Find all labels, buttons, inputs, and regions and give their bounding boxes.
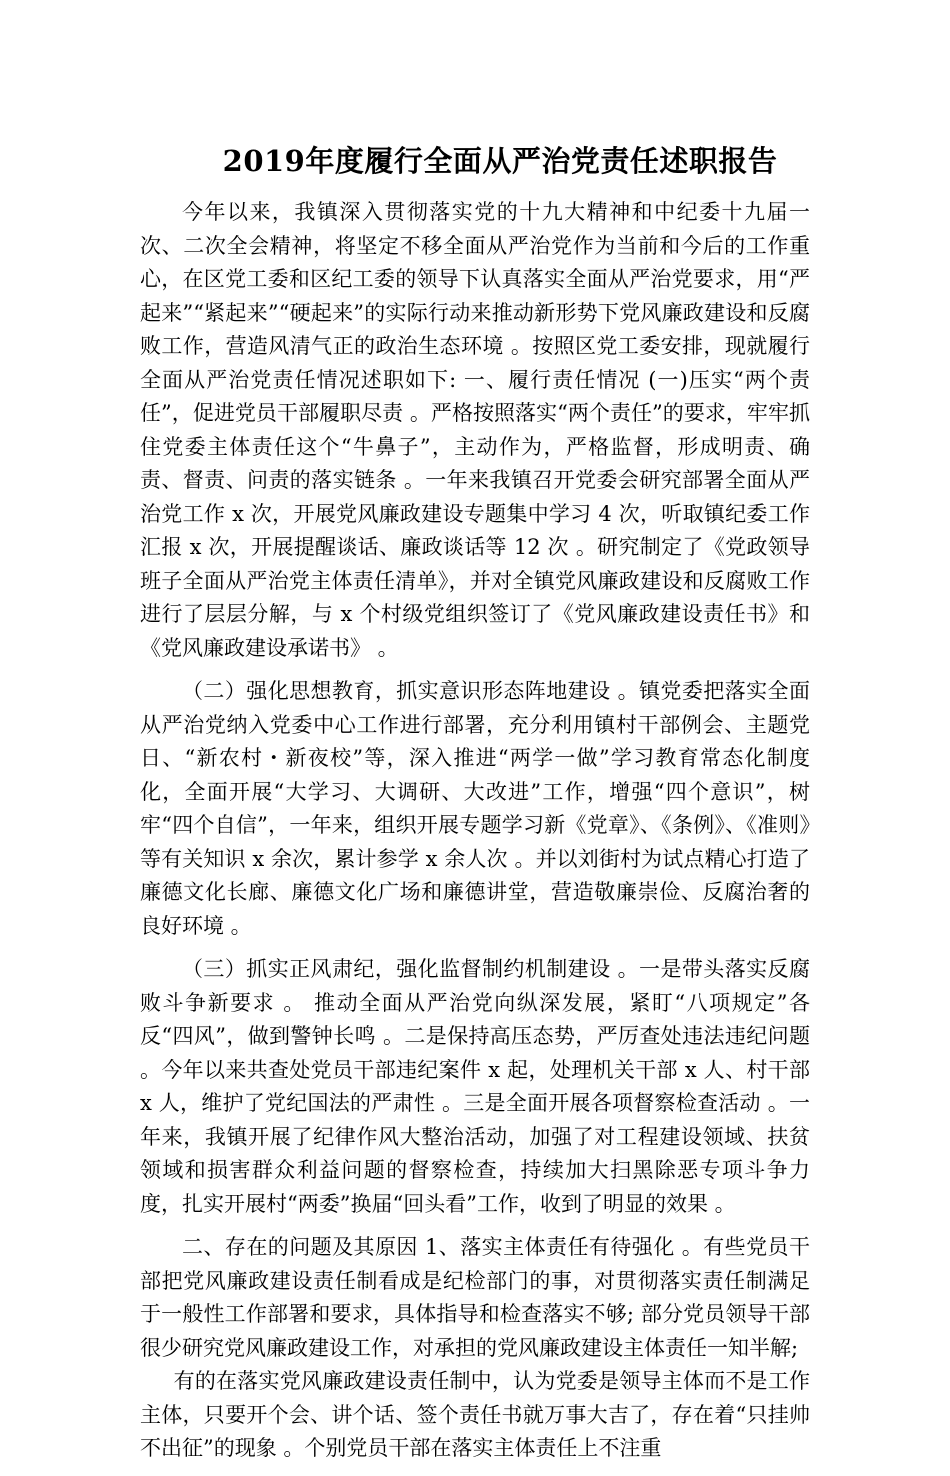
- document-body: [140, 196, 810, 1476]
- paragraph-problems-continued: 有的在落实党风廉政建设责任制中，认为党委是领导主体而不是工作主体，只要开个会、讲个话、签个责任书就万事大吉了，存在着“只挂帅不出征”的现象 。个别党员干部在落实主体责任上不注重: [140, 1369, 810, 1460]
- paragraph-ideology: （二）强化思想教育，抓实意识形态阵地建设 。镇党委把落实全面从严治党纳入党委中心工作进行部署，充分利用镇村干部例会、主题党日、“新农村・新夜校”等，深入推进“两学一做”学习教育常态化制度化，全面开展“大学习、大调研、大改进”工作，增强“四个意识”，树牢“四个自信”，一年来，组织开展专题学习新《党章》、《条例》、《准则》等有关知识 x 余次，累计参学 x 余人次 。并以刘街村为试点精心打造了廉德文化长廊、廉德文化广场和廉德讲堂，营造敬廉崇俭、反腐治奢的良好环境 。: [140, 679, 810, 938]
- document-title: 2019年度履行全面从严治党责任述职报告: [222, 144, 778, 178]
- paragraph-discipline: （三）抓实正风肃纪，强化监督制约机制建设 。一是带头落实反腐败斗争新要求 。 推动全面从严治党向纵深发展，紧盯“八项规定”各反“四风”，做到警钟长鸣 。二是保持高压态势，严厉查处违法违纪问题 。今年以来共查处党员干部违纪案件 x 起，处理机关干部 x 人、村干部 x 人，维护了党纪国法的严肃性 。三是全面开展各项督察检查活动 。一年来，我镇开展了纪律作风大整治活动，加强了对工程建设领域、扶贫领域和损害群众利益问题的督察检查，持续加大扫黑除恶专项斗争力度，扎实开展村“两委”换届“回头看”工作，收到了明显的效果 。: [140, 957, 810, 1216]
- paragraph-intro: 今年以来，我镇深入贯彻落实党的十九大精神和中纪委十九届一次、二次全会精神，将坚定不移全面从严治党作为当前和今后的工作重心，在区党工委和区纪工委的领导下认真落实全面从严治党要求，用“严起来”“紧起来”“硬起来”的实际行动来推动新形势下党风廉政建设和反腐败工作，营造风清气正的政治生态环境 。按照区党工委安排，现就履行全面从严治党责任情况述职如下: 一、履行责任情况 (一)压实“两个责任”，促进党员干部履职尽责 。严格按照落实“两个责任”的要求，牢牢抓住党委主体责任这个“牛鼻子”，主动作为，严格监督，形成明责、确责、督责、问责的落实链条 。一年来我镇召开党委会研究部署全面从严治党工作 x 次，开展党风廉政建设专题集中学习 4 次，听取镇纪委工作汇报 x 次，开展提醒谈话、廉政谈话等 12 次 。研究制定了《党政领导班子全面从严治党主体责任清单》，并对全镇党风廉政建设和反腐败工作进行了层层分解，与 x 个村级党组织签订了《党风廉政建设责任书》和《党风廉政建设承诺书》 。: [140, 200, 810, 660]
- paragraph-problems: 二、存在的问题及其原因 1、落实主体责任有待强化 。有些党员干部把党风廉政建设责任制看成是纪检部门的事，对贯彻落实责任制满足于一般性工作部署和要求，具体指导和检查落实不够; 部分党员领导干部很少研究党风廉政建设工作，对承担的党风廉政建设主体责任一知半解;: [140, 1235, 810, 1360]
